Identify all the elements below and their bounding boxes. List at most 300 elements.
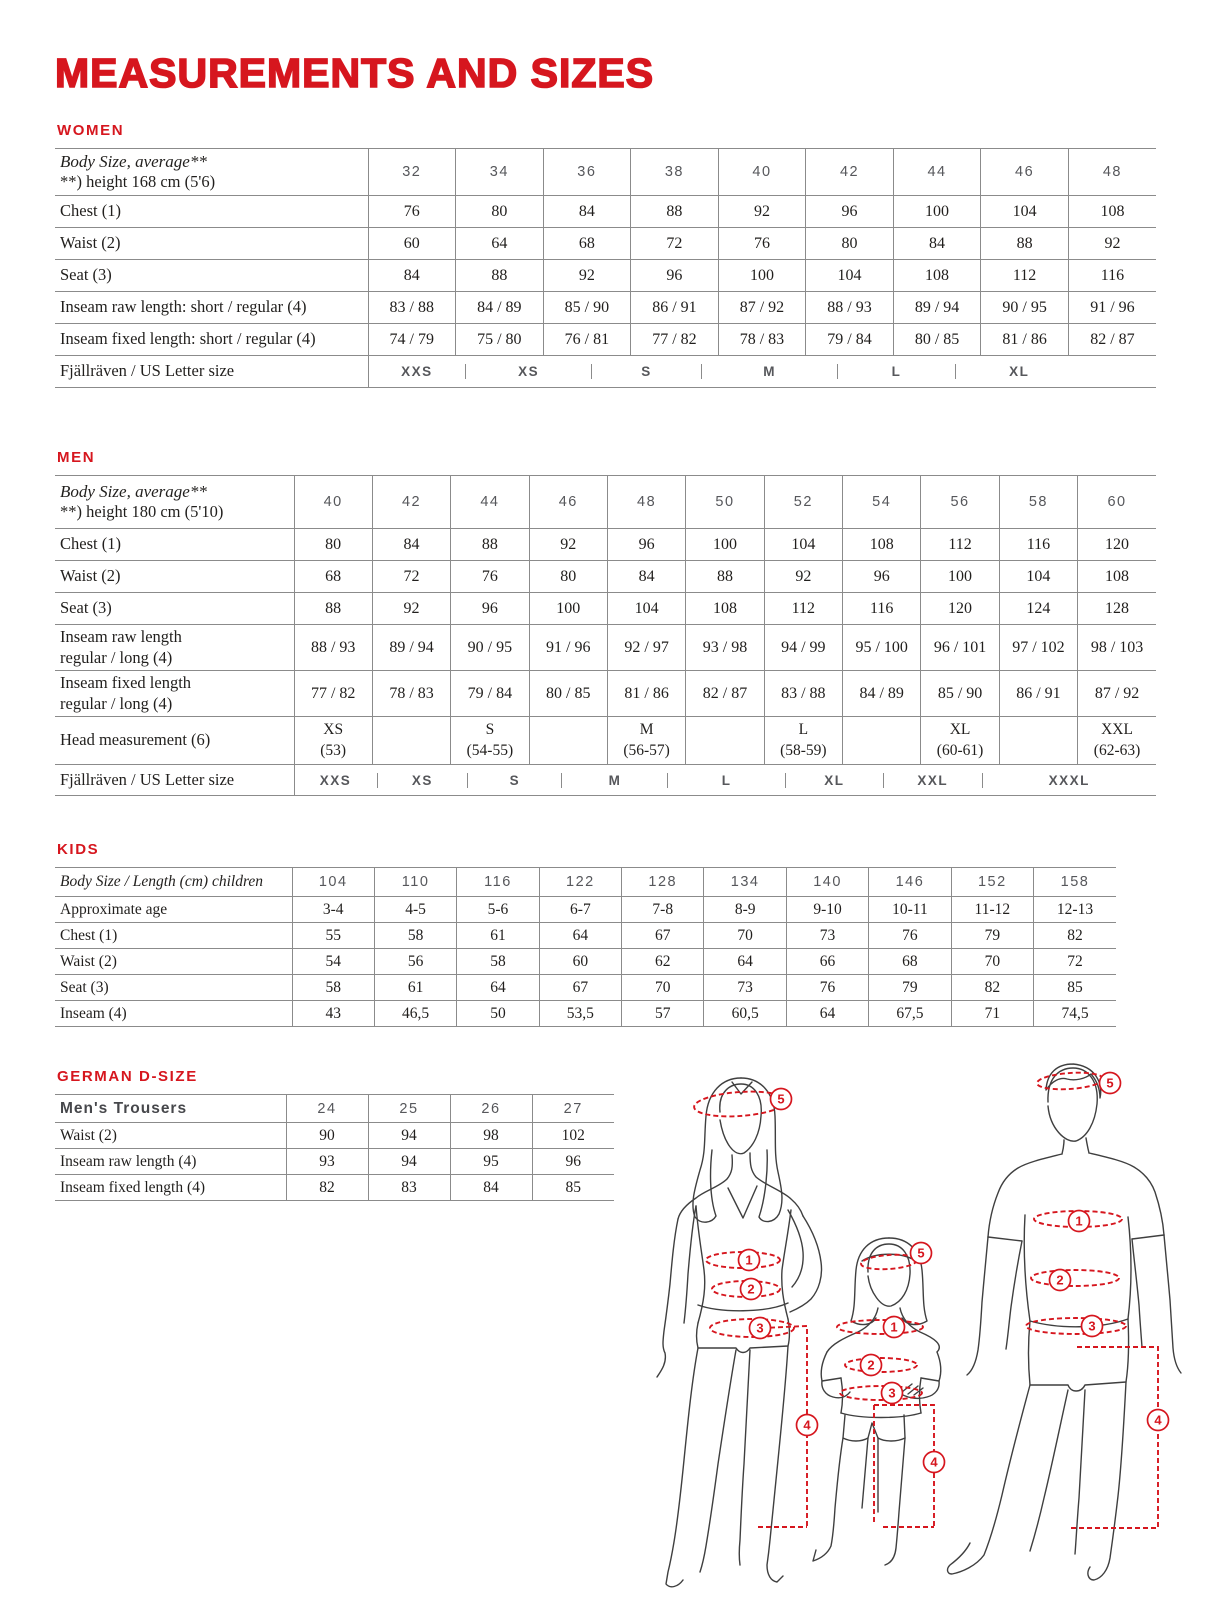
value-cell: 90 bbox=[286, 1123, 368, 1149]
value-cell: 57 bbox=[622, 1001, 704, 1027]
value-cell: 100 bbox=[718, 260, 806, 292]
column-header: 56 bbox=[921, 476, 999, 529]
value-cell: 58 bbox=[374, 923, 456, 949]
letter-size-track bbox=[369, 364, 1157, 379]
value-cell: 108 bbox=[686, 593, 764, 625]
value-cell: 89 / 94 bbox=[893, 292, 981, 324]
value-cell: 128 bbox=[1078, 593, 1156, 625]
row-label-line: Seat (3) bbox=[60, 598, 112, 618]
header-row bbox=[55, 1095, 614, 1123]
column-header: 50 bbox=[686, 476, 764, 529]
section-kids bbox=[55, 841, 1116, 1027]
svg-text:4: 4 bbox=[1154, 1412, 1162, 1428]
value-cell: 11-12 bbox=[951, 897, 1033, 923]
value-cell: 66 bbox=[786, 949, 868, 975]
column-header: 104 bbox=[292, 868, 374, 897]
value-cell: 68 bbox=[543, 228, 631, 260]
value-cell: 79 bbox=[869, 975, 951, 1001]
value-cell: 108 bbox=[893, 260, 981, 292]
column-header: 42 bbox=[806, 149, 894, 196]
value-cell: 70 bbox=[704, 923, 786, 949]
svg-text:2: 2 bbox=[747, 1281, 755, 1297]
row-label bbox=[55, 923, 292, 949]
section-heading-kids: KIDS bbox=[57, 841, 100, 858]
column-header: 40 bbox=[294, 476, 372, 529]
table-row bbox=[55, 923, 1116, 949]
row-label-line: Inseam raw length bbox=[60, 626, 182, 646]
value-cell: 5-6 bbox=[457, 897, 539, 923]
row-label bbox=[55, 1123, 286, 1149]
row-label-line: Chest (1) bbox=[60, 926, 118, 944]
child-seat-callout bbox=[882, 1383, 903, 1404]
row-label bbox=[55, 529, 294, 561]
size-cell: XXL bbox=[883, 773, 981, 788]
head-size-letter: XL bbox=[949, 721, 971, 739]
value-cell: 3-4 bbox=[292, 897, 374, 923]
head-measurement-row bbox=[55, 717, 1156, 765]
value-cell: 78 / 83 bbox=[372, 671, 450, 717]
value-cell: 74 / 79 bbox=[368, 324, 456, 356]
header-label-line: Body Size / Length (cm) children bbox=[60, 873, 264, 891]
size-cell: S bbox=[467, 773, 561, 788]
row-label-line: Head measurement (6) bbox=[60, 730, 211, 750]
value-cell: 88 / 93 bbox=[294, 625, 372, 671]
value-cell: 96 bbox=[631, 260, 719, 292]
value-cell: 80 bbox=[529, 561, 607, 593]
svg-text:1: 1 bbox=[745, 1252, 753, 1268]
figure-diagram bbox=[640, 1040, 1214, 1596]
value-cell: 92 bbox=[372, 593, 450, 625]
value-cell: 92 bbox=[1068, 228, 1156, 260]
row-label bbox=[55, 717, 294, 765]
child-head-callout bbox=[911, 1243, 932, 1264]
value-cell: 82 bbox=[951, 975, 1033, 1001]
man-head-callout bbox=[1100, 1073, 1121, 1094]
table-row bbox=[55, 671, 1156, 717]
row-label-line: Waist (2) bbox=[60, 566, 121, 586]
value-cell: 50 bbox=[457, 1001, 539, 1027]
size-cell: L bbox=[667, 773, 784, 788]
value-cell: 88 bbox=[451, 529, 529, 561]
section-heading-german: GERMAN D-SIZE bbox=[57, 1068, 198, 1085]
size-cell: XL bbox=[955, 364, 1082, 379]
kids-size-table bbox=[55, 867, 1116, 1027]
column-header: 116 bbox=[457, 868, 539, 897]
value-cell: 112 bbox=[981, 260, 1069, 292]
head-size-letter: XXL bbox=[1101, 721, 1133, 739]
row-label bbox=[55, 292, 368, 324]
table-row bbox=[55, 1149, 614, 1175]
value-cell: 86 / 91 bbox=[631, 292, 719, 324]
value-cell: 84 bbox=[372, 529, 450, 561]
value-cell: 84 bbox=[543, 196, 631, 228]
value-cell: 7-8 bbox=[622, 897, 704, 923]
svg-text:1: 1 bbox=[1075, 1213, 1083, 1229]
value-cell: 72 bbox=[1034, 949, 1116, 975]
value-cell: 76 bbox=[718, 228, 806, 260]
column-header: 52 bbox=[764, 476, 842, 529]
row-label bbox=[55, 260, 368, 292]
column-header: 44 bbox=[893, 149, 981, 196]
value-cell: 116 bbox=[1068, 260, 1156, 292]
value-cell: 80 bbox=[806, 228, 894, 260]
head-size-range: (53) bbox=[320, 741, 347, 759]
value-cell: 100 bbox=[893, 196, 981, 228]
column-header: 122 bbox=[539, 868, 621, 897]
row-label bbox=[55, 1149, 286, 1175]
section-women bbox=[55, 122, 1156, 388]
value-cell: 74,5 bbox=[1034, 1001, 1116, 1027]
value-cell: 67 bbox=[539, 975, 621, 1001]
value-cell: 82 / 87 bbox=[686, 671, 764, 717]
row-label-line: Inseam raw length (4) bbox=[60, 1152, 197, 1170]
woman-chest-callout bbox=[739, 1250, 760, 1271]
value-cell: 70 bbox=[951, 949, 1033, 975]
child-figure bbox=[813, 1238, 945, 1565]
value-cell: 92 bbox=[764, 561, 842, 593]
value-cell: 77 / 82 bbox=[631, 324, 719, 356]
row-label-line: Seat (3) bbox=[60, 978, 109, 996]
value-cell: 60 bbox=[368, 228, 456, 260]
value-cell: 10-11 bbox=[869, 897, 951, 923]
value-cell: 80 bbox=[294, 529, 372, 561]
value-cell: 98 / 103 bbox=[1078, 625, 1156, 671]
value-cell: 91 / 96 bbox=[1068, 292, 1156, 324]
value-cell: 120 bbox=[1078, 529, 1156, 561]
column-header: 54 bbox=[843, 476, 921, 529]
section-german bbox=[55, 1068, 614, 1201]
table-row bbox=[55, 1175, 614, 1201]
value-cell: 85 bbox=[532, 1175, 614, 1201]
row-label bbox=[55, 671, 294, 717]
value-cell: 91 / 96 bbox=[529, 625, 607, 671]
size-cell: XL bbox=[785, 773, 883, 788]
value-cell: 6-7 bbox=[539, 897, 621, 923]
table-row bbox=[55, 625, 1156, 671]
size-cell: M bbox=[701, 364, 837, 379]
value-cell: 53,5 bbox=[539, 1001, 621, 1027]
section-heading-men: MEN bbox=[57, 449, 96, 466]
value-cell: 73 bbox=[786, 923, 868, 949]
value-cell: 96 bbox=[806, 196, 894, 228]
value-cell: 87 / 92 bbox=[718, 292, 806, 324]
value-cell: 93 bbox=[286, 1149, 368, 1175]
size-cell: XS bbox=[465, 364, 590, 379]
value-cell: 88 bbox=[456, 260, 544, 292]
value-cell: 67 bbox=[622, 923, 704, 949]
table-row bbox=[55, 228, 1156, 260]
column-header: 158 bbox=[1034, 868, 1116, 897]
svg-text:5: 5 bbox=[917, 1245, 925, 1261]
value-cell: 61 bbox=[374, 975, 456, 1001]
header-label-line: Body Size, average** bbox=[60, 152, 207, 172]
head-size-cell bbox=[764, 717, 842, 765]
svg-text:4: 4 bbox=[930, 1454, 938, 1470]
row-label bbox=[55, 975, 292, 1001]
head-size-range: (60-61) bbox=[936, 741, 984, 759]
row-label bbox=[55, 324, 368, 356]
value-cell: 68 bbox=[294, 561, 372, 593]
value-cell: 82 bbox=[1034, 923, 1116, 949]
value-cell: 73 bbox=[704, 975, 786, 1001]
value-cell: 104 bbox=[764, 529, 842, 561]
value-cell: 76 bbox=[451, 561, 529, 593]
value-cell: 96 bbox=[532, 1149, 614, 1175]
row-label-line: Seat (3) bbox=[60, 265, 112, 285]
value-cell: 67,5 bbox=[869, 1001, 951, 1027]
value-cell: 88 bbox=[631, 196, 719, 228]
row-label-line: Fjällräven / US Letter size bbox=[60, 361, 235, 381]
size-cell: M bbox=[561, 773, 667, 788]
column-header: 152 bbox=[951, 868, 1033, 897]
value-cell: 86 / 91 bbox=[999, 671, 1077, 717]
row-label bbox=[55, 196, 368, 228]
value-cell: 95 / 100 bbox=[843, 625, 921, 671]
value-cell: 64 bbox=[456, 228, 544, 260]
value-cell: 94 / 99 bbox=[764, 625, 842, 671]
head-size-range: (56-57) bbox=[623, 741, 670, 759]
value-cell: 96 bbox=[451, 593, 529, 625]
row-label-line: Waist (2) bbox=[60, 1126, 117, 1144]
header-row bbox=[55, 476, 1156, 529]
value-cell: 81 / 86 bbox=[981, 324, 1069, 356]
value-cell: 124 bbox=[999, 593, 1077, 625]
header-label bbox=[55, 1095, 286, 1123]
value-cell: 88 bbox=[294, 593, 372, 625]
woman-waist-callout bbox=[741, 1279, 762, 1300]
column-header: 128 bbox=[622, 868, 704, 897]
man-seat-callout bbox=[1082, 1316, 1103, 1337]
size-cell: XS bbox=[377, 773, 468, 788]
section-heading-women: WOMEN bbox=[57, 122, 125, 139]
value-cell: 84 bbox=[893, 228, 981, 260]
value-cell: 80 / 85 bbox=[893, 324, 981, 356]
value-cell: 82 bbox=[286, 1175, 368, 1201]
head-size-cell bbox=[607, 717, 685, 765]
value-cell: 82 / 87 bbox=[1068, 324, 1156, 356]
column-header: 48 bbox=[1068, 149, 1156, 196]
value-cell: 72 bbox=[631, 228, 719, 260]
letter-size-cells bbox=[368, 356, 1156, 388]
woman-head-callout bbox=[771, 1089, 792, 1110]
value-cell: 81 / 86 bbox=[607, 671, 685, 717]
value-cell: 84 bbox=[607, 561, 685, 593]
value-cell: 92 bbox=[718, 196, 806, 228]
child-inseam-callout bbox=[924, 1452, 945, 1473]
value-cell: 46,5 bbox=[374, 1001, 456, 1027]
value-cell: 60 bbox=[539, 949, 621, 975]
size-cell: XXS bbox=[319, 772, 352, 788]
value-cell: 88 bbox=[981, 228, 1069, 260]
value-cell: 89 / 94 bbox=[372, 625, 450, 671]
svg-text:3: 3 bbox=[756, 1320, 764, 1336]
column-header: 34 bbox=[456, 149, 544, 196]
row-label-line: regular / long (4) bbox=[60, 693, 173, 713]
value-cell: 93 / 98 bbox=[686, 625, 764, 671]
row-label bbox=[55, 593, 294, 625]
value-cell: 76 bbox=[786, 975, 868, 1001]
table-row bbox=[55, 897, 1116, 923]
value-cell: 116 bbox=[843, 593, 921, 625]
value-cell: 85 / 90 bbox=[921, 671, 999, 717]
value-cell: 84 bbox=[450, 1175, 532, 1201]
size-cell: XXS bbox=[401, 364, 433, 379]
table-row bbox=[55, 1001, 1116, 1027]
value-cell: 88 bbox=[686, 561, 764, 593]
row-label bbox=[55, 765, 294, 796]
column-header: 32 bbox=[368, 149, 456, 196]
value-cell: 95 bbox=[450, 1149, 532, 1175]
row-label-line: regular / long (4) bbox=[60, 647, 173, 667]
row-label bbox=[55, 356, 368, 388]
letter-size-track bbox=[295, 773, 1157, 788]
value-cell: 76 bbox=[869, 923, 951, 949]
column-header: 40 bbox=[718, 149, 806, 196]
row-label-line: Inseam fixed length: short / regular (4) bbox=[60, 329, 316, 349]
men-size-table bbox=[55, 475, 1156, 796]
head-size-letter: XS bbox=[323, 721, 344, 739]
head-size-range: (62-63) bbox=[1093, 741, 1141, 759]
header-label bbox=[55, 868, 292, 897]
row-label-line: Approximate age bbox=[60, 900, 168, 918]
value-cell: 83 / 88 bbox=[764, 671, 842, 717]
page-title: MEASUREMENTS AND SIZES bbox=[55, 50, 655, 96]
value-cell: 64 bbox=[704, 949, 786, 975]
value-cell: 58 bbox=[457, 949, 539, 975]
column-header: 42 bbox=[372, 476, 450, 529]
head-size-letter: M bbox=[639, 721, 654, 739]
table-row bbox=[55, 260, 1156, 292]
child-waist-callout bbox=[861, 1355, 882, 1376]
column-header: 36 bbox=[543, 149, 631, 196]
value-cell: 80 bbox=[456, 196, 544, 228]
row-label-line: Waist (2) bbox=[60, 952, 117, 970]
header-row bbox=[55, 868, 1116, 897]
value-cell: 120 bbox=[921, 593, 999, 625]
column-header: 27 bbox=[532, 1095, 614, 1123]
letter-size-cells bbox=[294, 765, 1156, 796]
row-label bbox=[55, 1001, 292, 1027]
value-cell: 108 bbox=[843, 529, 921, 561]
value-cell: 94 bbox=[368, 1123, 450, 1149]
value-cell: 71 bbox=[951, 1001, 1033, 1027]
value-cell: 112 bbox=[764, 593, 842, 625]
header-label-line: **) height 180 cm (5'10) bbox=[60, 502, 224, 522]
value-cell: 85 bbox=[1034, 975, 1116, 1001]
table-row bbox=[55, 949, 1116, 975]
row-label bbox=[55, 561, 294, 593]
table-row bbox=[55, 1123, 614, 1149]
value-cell: 96 bbox=[843, 561, 921, 593]
head-size-cell bbox=[1078, 717, 1156, 765]
value-cell: 72 bbox=[372, 561, 450, 593]
value-cell: 92 / 97 bbox=[607, 625, 685, 671]
value-cell: 90 / 95 bbox=[451, 625, 529, 671]
value-cell: 112 bbox=[921, 529, 999, 561]
column-header: 58 bbox=[999, 476, 1077, 529]
child-chest-callout bbox=[884, 1317, 905, 1338]
column-header: 134 bbox=[704, 868, 786, 897]
value-cell: 64 bbox=[786, 1001, 868, 1027]
row-label-line: Chest (1) bbox=[60, 201, 121, 221]
svg-text:2: 2 bbox=[1056, 1272, 1064, 1288]
row-label-line: Inseam (4) bbox=[60, 1004, 127, 1022]
header-label-line: **) height 168 cm (5'6) bbox=[60, 172, 216, 192]
svg-text:3: 3 bbox=[888, 1385, 896, 1401]
value-cell: 92 bbox=[543, 260, 631, 292]
man-waist-callout bbox=[1050, 1270, 1071, 1291]
value-cell: 55 bbox=[292, 923, 374, 949]
row-label-line: Inseam raw length: short / regular (4) bbox=[60, 297, 307, 317]
value-cell: 43 bbox=[292, 1001, 374, 1027]
svg-text:1: 1 bbox=[890, 1319, 898, 1335]
header-label bbox=[55, 149, 368, 196]
value-cell: 100 bbox=[529, 593, 607, 625]
svg-text:3: 3 bbox=[1088, 1318, 1096, 1334]
value-cell: 84 / 89 bbox=[456, 292, 544, 324]
value-cell: 90 / 95 bbox=[981, 292, 1069, 324]
value-cell: 116 bbox=[999, 529, 1077, 561]
value-cell: 102 bbox=[532, 1123, 614, 1149]
woman-figure bbox=[657, 1078, 822, 1587]
value-cell: 62 bbox=[622, 949, 704, 975]
column-header: 48 bbox=[607, 476, 685, 529]
women-size-table bbox=[55, 148, 1156, 388]
man-chest-callout bbox=[1069, 1211, 1090, 1232]
head-size-cell bbox=[529, 717, 607, 765]
value-cell: 84 / 89 bbox=[843, 671, 921, 717]
woman-seat-callout bbox=[750, 1318, 771, 1339]
row-label-line: Waist (2) bbox=[60, 233, 121, 253]
head-size-cell bbox=[294, 717, 372, 765]
column-header: 44 bbox=[451, 476, 529, 529]
column-header: 25 bbox=[368, 1095, 450, 1123]
value-cell: 96 bbox=[607, 529, 685, 561]
column-header: 60 bbox=[1078, 476, 1156, 529]
value-cell: 56 bbox=[374, 949, 456, 975]
value-cell: 68 bbox=[869, 949, 951, 975]
value-cell: 92 bbox=[529, 529, 607, 561]
row-label bbox=[55, 897, 292, 923]
value-cell: 78 / 83 bbox=[718, 324, 806, 356]
letter-size-row bbox=[55, 765, 1156, 796]
value-cell: 77 / 82 bbox=[294, 671, 372, 717]
value-cell: 79 / 84 bbox=[806, 324, 894, 356]
value-cell: 70 bbox=[622, 975, 704, 1001]
head-size-cell bbox=[451, 717, 529, 765]
row-label bbox=[55, 949, 292, 975]
value-cell: 76 bbox=[368, 196, 456, 228]
size-cell: XXXL bbox=[982, 773, 1156, 788]
column-header: 110 bbox=[374, 868, 456, 897]
head-size-cell bbox=[843, 717, 921, 765]
value-cell: 84 bbox=[368, 260, 456, 292]
header-label bbox=[55, 476, 294, 529]
value-cell: 64 bbox=[539, 923, 621, 949]
value-cell: 58 bbox=[292, 975, 374, 1001]
row-label-line: Inseam fixed length bbox=[60, 672, 192, 692]
column-header: 24 bbox=[286, 1095, 368, 1123]
value-cell: 64 bbox=[457, 975, 539, 1001]
section-men bbox=[55, 449, 1156, 796]
column-header: 46 bbox=[529, 476, 607, 529]
value-cell: 4-5 bbox=[374, 897, 456, 923]
value-cell: 88 / 93 bbox=[806, 292, 894, 324]
row-label bbox=[55, 228, 368, 260]
row-label-line: Chest (1) bbox=[60, 534, 121, 554]
value-cell: 104 bbox=[999, 561, 1077, 593]
german-size-table bbox=[55, 1094, 614, 1201]
